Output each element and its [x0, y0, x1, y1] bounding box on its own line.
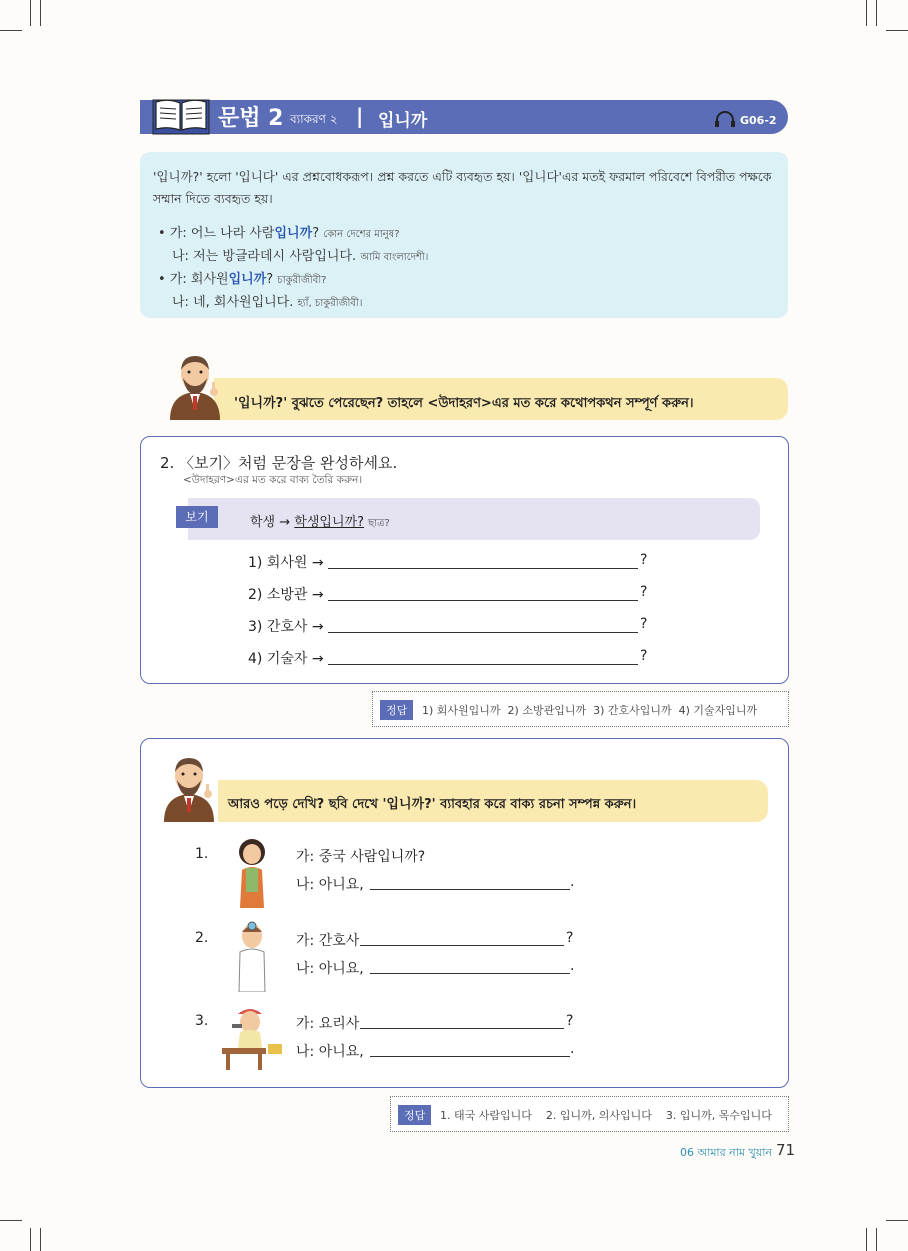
dialogue-line: 나: 아니요,: [296, 877, 364, 893]
headphones-icon: [714, 110, 736, 128]
answer-line[interactable]: [370, 973, 570, 974]
answer-line[interactable]: [328, 568, 638, 569]
example-line: • 가: 어느 나라 사람입니까? কোন দেশের মানুষ?: [158, 226, 400, 241]
period-mark: .: [570, 1041, 575, 1057]
question-mark: ?: [640, 584, 648, 600]
example-content: 학생 → 학생입니까? ছাত্র?: [250, 515, 390, 530]
answer-key-label: 정답: [380, 700, 413, 720]
exercise-item: 4) 기술자 →: [248, 651, 324, 667]
answer-line[interactable]: [328, 664, 638, 665]
example-line: • 가: 회사원입니까? চাকুরীজীবী?: [158, 272, 327, 287]
example-line: 나: 저는 방글라데시 사람입니다. আমি বাংলাদেশী।: [172, 249, 429, 264]
answer-line[interactable]: [360, 945, 564, 946]
question-mark: ?: [640, 552, 648, 568]
answer-line[interactable]: [370, 1056, 570, 1057]
period-mark: .: [570, 874, 575, 890]
crop-mark: [876, 1228, 877, 1251]
dialogue-line: 나: 아니요,: [296, 1044, 364, 1060]
woman-icon: [232, 836, 272, 908]
crop-mark: [0, 1220, 22, 1221]
crop-mark: [886, 1220, 908, 1221]
dialogue-line: 가: 중국 사람입니까?: [296, 849, 426, 865]
question-mark: ?: [566, 930, 574, 946]
answer-line[interactable]: [360, 1028, 564, 1029]
answer-key-text: 1) 회사원입니까 2) 소방관입니까 3) 간호사입니까 4) 기술자입니까: [422, 704, 758, 717]
exercise-title: 2. 〈보기〉처럼 문장을 완성하세요.: [160, 454, 398, 472]
answer-key-text: 1. 태국 사람입니다 2. 입니까, 의사입니다 3. 입니까, 목수입니다: [440, 1109, 772, 1122]
item-number: 1.: [195, 846, 209, 862]
header-divider: |: [356, 104, 364, 128]
exercise-item: 3) 간호사 →: [248, 619, 324, 635]
period-mark: .: [570, 958, 575, 974]
answer-line[interactable]: [328, 632, 638, 633]
crop-mark: [30, 0, 31, 26]
dialogue-line: 나: 아니요,: [296, 961, 364, 977]
tip-text: আরও পড়ে দেখি? ছবি দেখে '입니까?' ব্যাবহার করে বাক্য রচনা সম্পন্ন করুন।: [228, 797, 637, 812]
crop-mark: [866, 0, 867, 26]
dialogue-line: 가: 간호사: [296, 933, 360, 949]
question-mark: ?: [640, 648, 648, 664]
exercise-item: 1) 회사원 →: [248, 555, 324, 571]
teacher-icon: [160, 752, 218, 822]
item-number: 3.: [195, 1013, 209, 1029]
crop-mark: [40, 1228, 41, 1251]
question-mark: ?: [566, 1013, 574, 1029]
audio-code: G06-2: [740, 114, 777, 127]
book-icon: [152, 96, 210, 136]
answer-line[interactable]: [370, 889, 570, 890]
exercise-item: 2) 소방관 →: [248, 587, 324, 603]
section-title: 문법 2: [218, 106, 284, 131]
carpenter-icon: [220, 1004, 284, 1072]
answer-key-label: 정답: [398, 1105, 431, 1125]
page-number: 71: [776, 1141, 796, 1159]
doctor-icon: [234, 918, 270, 992]
crop-mark: [30, 1228, 31, 1251]
dialogue-line: 가: 요리사: [296, 1016, 360, 1032]
teacher-icon: [166, 350, 224, 420]
crop-mark: [40, 0, 41, 26]
chapter-footer: 06 আমার নাম খুয়ান: [680, 1146, 772, 1159]
crop-mark: [886, 30, 908, 31]
answer-line[interactable]: [328, 600, 638, 601]
item-number: 2.: [195, 930, 209, 946]
exercise-subtitle: <উদাহরণ>এর মত করে বাক্য তৈরি করুন।: [183, 474, 363, 486]
example-line: 나: 네, 회사원입니다. হ্যাঁ, চাকুরীজীবী।: [172, 295, 363, 310]
tip-text: '입니까?' বুঝতে পেরেছেন? তাহলে <উদাহরণ>এর মত করে কথোপকথন সম্পূর্ণ করুন।: [234, 396, 694, 411]
section-topic: 입니까: [378, 111, 428, 131]
question-mark: ?: [640, 616, 648, 632]
grammar-explanation: '입니까?' হলো '입니다' এর প্রশ্নবোধকরূপ। প্রশ্ন করতে এটি ব্যবহৃত হয়। '입니다'এর মতই ফরমাল পরিবেশে বিপরীত পক্ষকে সম্মান দিতে ব্যবহৃত হয়।: [153, 169, 772, 206]
section-subtitle: ব্যাকরণ ২: [290, 112, 338, 126]
crop-mark: [0, 30, 22, 31]
crop-mark: [866, 1228, 867, 1251]
crop-mark: [876, 0, 877, 26]
example-label: 보기: [176, 506, 218, 528]
